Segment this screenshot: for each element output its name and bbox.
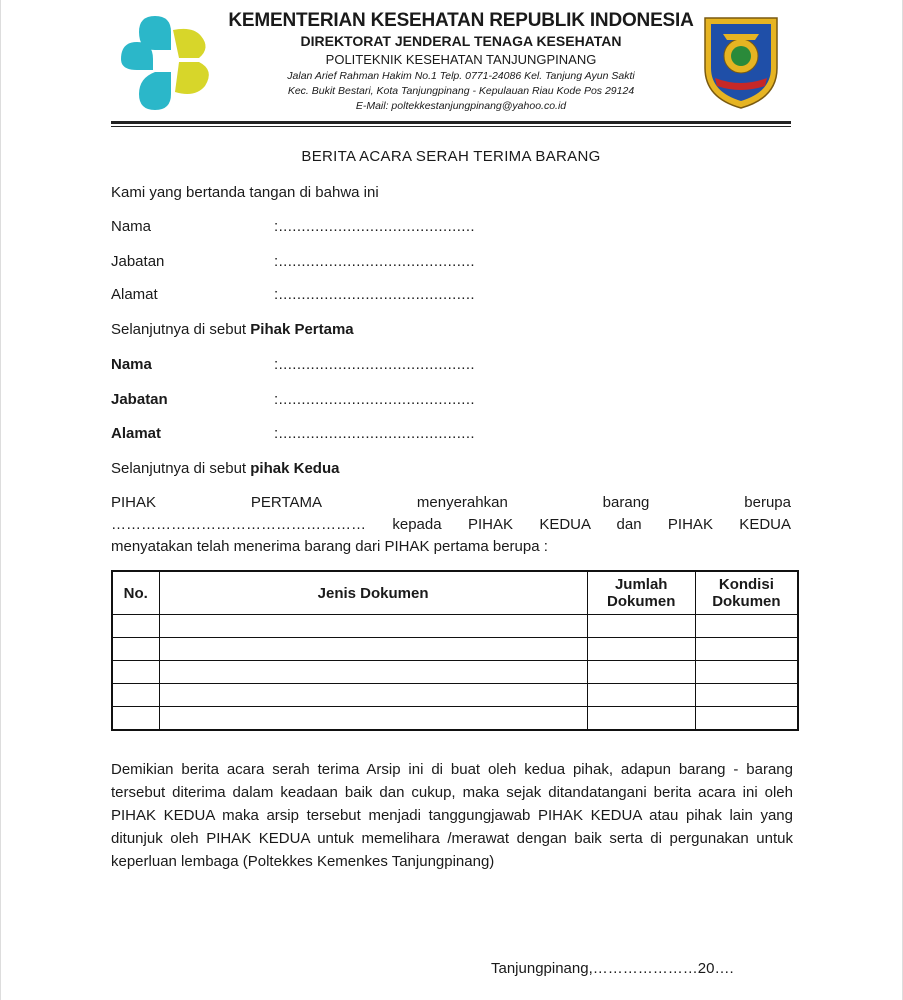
- kemenkes-logo: [115, 12, 221, 112]
- field-label-nama-2: Nama: [111, 356, 152, 373]
- field-label-alamat: Alamat: [111, 286, 158, 303]
- table-row: [112, 615, 798, 638]
- party1-caption-bold: Pihak Pertama: [250, 321, 354, 338]
- table-row: [112, 638, 798, 661]
- party2-caption-prefix: Selanjutnya di sebut: [111, 460, 251, 477]
- header-rule-thin: [111, 126, 791, 127]
- table-row: [112, 661, 798, 684]
- party1-caption-prefix: Selanjutnya di sebut: [111, 321, 251, 338]
- field-blank-alamat: :...........................................: [274, 286, 475, 303]
- intro-text: Kami yang bertanda tangan di bahwa ini: [111, 184, 379, 201]
- handover-paragraph: [111, 492, 791, 558]
- address-line-2: Kec. Bukit Bestari, Kota Tanjungpinang - Kepulauan Riau Kode Pos 29124: [287, 85, 635, 97]
- document-table: [111, 570, 799, 731]
- directorate-name: DIREKTORAT JENDERAL TENAGA KESEHATAN: [300, 33, 622, 49]
- party2-caption-bold: pihak Kedua: [250, 460, 340, 477]
- handover-line-1: PIHAK PERTAMA menyerahkan barang berupa: [111, 494, 791, 511]
- col-header-jenis: Jenis Dokumen: [159, 571, 587, 615]
- address-line-1: Jalan Arief Rahman Hakim No.1 Telp. 0771-24086 Kel. Tanjung Ayun Sakti: [287, 70, 635, 82]
- document-title: BERITA ACARA SERAH TERIMA BARANG: [301, 148, 601, 165]
- field-blank-alamat-2: :...........................................: [274, 425, 475, 442]
- handover-line-3: menyatakan telah menerima barang dari PIHAK pertama berupa :: [111, 538, 548, 555]
- table-row: [112, 707, 798, 731]
- header-rule-thick: [111, 121, 791, 124]
- field-blank-nama-2: :...........................................: [274, 356, 475, 373]
- col-header-no: No.: [112, 571, 159, 615]
- field-blank-jabatan: :...........................................: [274, 253, 475, 270]
- email-line: E-Mail: poltekkestanjungpinang@yahoo.co.id: [355, 100, 567, 112]
- col-header-kondisi: Kondisi Dokumen: [695, 571, 798, 615]
- field-label-jabatan: Jabatan: [111, 253, 165, 270]
- signature-place-date: Tanjungpinang,…………………20….: [491, 960, 734, 977]
- party2-caption: [111, 459, 339, 479]
- handover-line-2: …………………………………………… kepada PIHAK KEDUA dan PIHAK KEDUA: [111, 516, 791, 533]
- col-header-jumlah: Jumlah Dokumen: [587, 571, 695, 615]
- provincial-emblem: [701, 12, 781, 112]
- table-row: [112, 684, 798, 707]
- letterhead: [221, 10, 701, 114]
- closing-paragraph: Demikian berita acara serah terima Arsip ini di buat oleh kedua pihak, adapun barang - barang tersebut diterima dalam keadaan baik dan cukup, maka sejak ditandatangani berita acara ini oleh PIHAK KEDUA maka arsip tersebut menjadi tanggungjawab PIHAK KEDUA atau pihak lain yang ditunjuk oleh PIHAK KEDUA untuk memelihara /merawat dengan baik serta di pergunakan untuk keperluan lembaga (Poltekkes Kemenkes Tanjungpinang): [111, 761, 793, 870]
- ministry-name: KEMENTERIAN KESEHATAN REPUBLIK INDONESIA: [228, 10, 694, 31]
- field-label-jabatan-2: Jabatan: [111, 391, 168, 408]
- field-label-alamat-2: Alamat: [111, 425, 162, 442]
- party1-caption: [111, 320, 354, 340]
- field-blank-jabatan-2: :...........................................: [274, 391, 475, 408]
- field-blank-nama: :...........................................: [274, 218, 475, 235]
- institution-name: POLITEKNIK KESEHATAN TANJUNGPINANG: [325, 52, 597, 67]
- field-label-nama: Nama: [111, 218, 152, 235]
